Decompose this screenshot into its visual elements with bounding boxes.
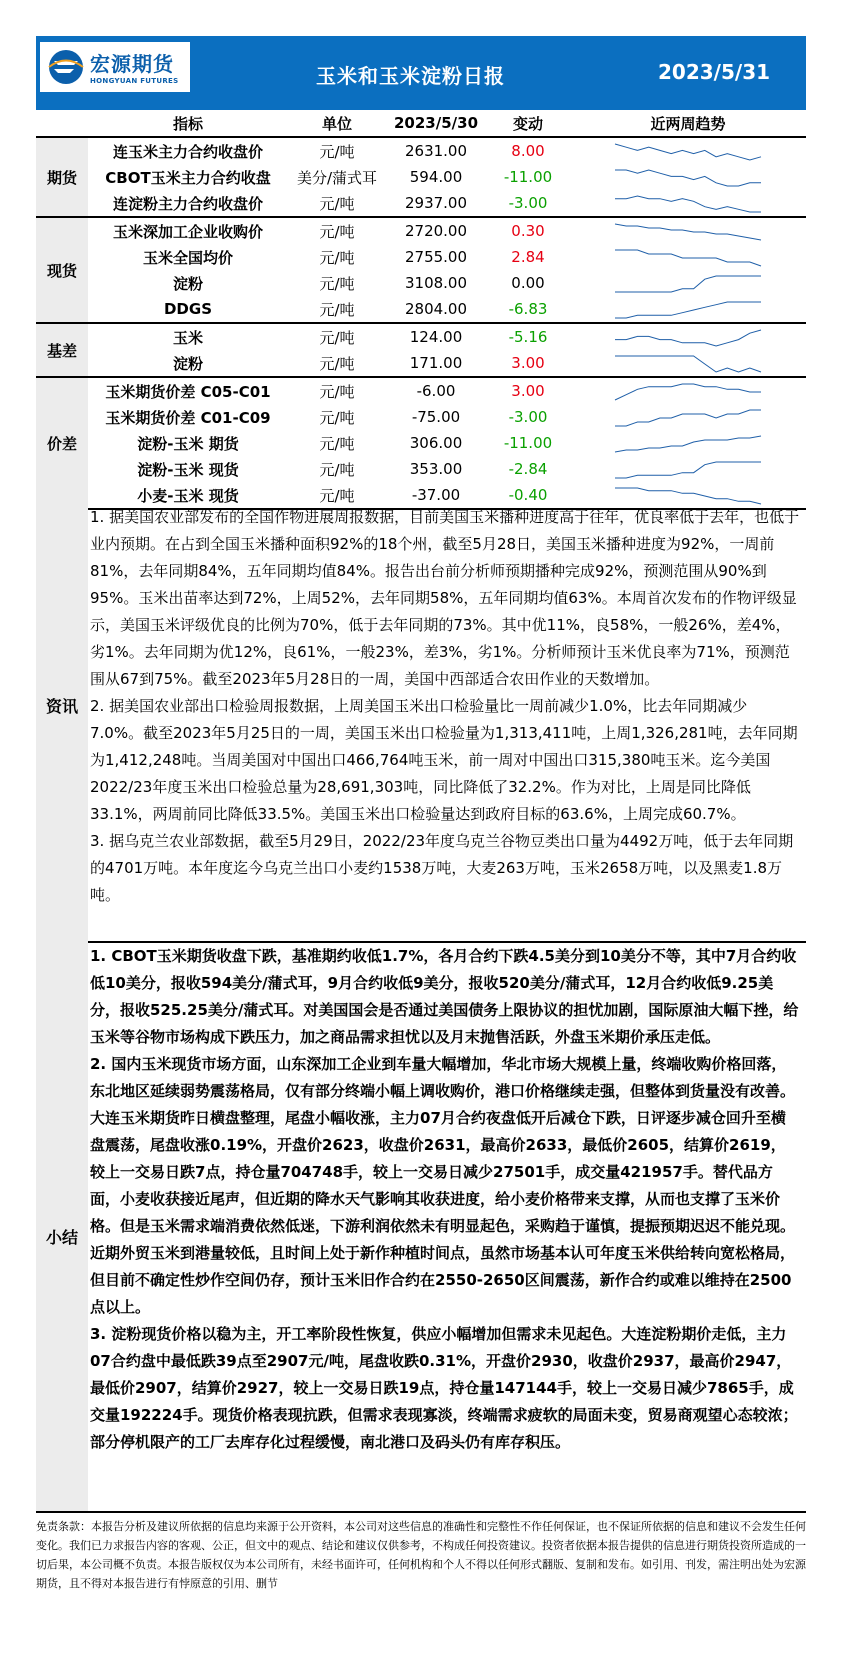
change-cell: -3.00 [486, 190, 570, 217]
table-row [36, 164, 806, 190]
summary-paragraph-1: 1. CBOT玉米期货收盘下跌，基准期约收低1.7%，各月合约下跌4.5美分到10美分不等，其中7月合约收低10美分，报收594美分/蒲式耳，9月合约收低9美分，报收520美分/蒲式耳，12月合约收低9.25美分，报收525.25美分/蒲式耳。对美国国会是否通过美国债务上限协议的担忧加剧，国际原油大幅下挫，给玉米等谷物市场构成下跌压力，加之商品需求担忧以及月末抛售活跃，外盘玉米期价承压走低。 [90, 947, 799, 1046]
change-cell: 3.00 [511, 382, 545, 400]
sparkline-line [615, 356, 761, 372]
value-cell: 2755.00 [404, 248, 468, 266]
news-body [90, 504, 800, 909]
change-cell: 3.00 [486, 350, 570, 377]
logo-text-en: HONGYUAN FUTURES [90, 77, 179, 85]
trend-sparkline [570, 244, 806, 270]
sparkline-line [615, 196, 761, 212]
unit-cell: 元/吨 [319, 408, 355, 427]
table-row [36, 137, 806, 164]
sparkline-chart [613, 327, 763, 349]
sparkline-chart [613, 433, 763, 455]
table-row [36, 377, 806, 404]
trend-sparkline [570, 164, 806, 190]
table-body [36, 137, 806, 509]
indicator-name: 淀粉 [88, 350, 288, 377]
sparkline-chart [613, 193, 763, 215]
change-cell: -11.00 [503, 434, 553, 452]
value-cell: 124.00 [409, 328, 463, 346]
value-cell: 3108.00 [404, 274, 468, 292]
sparkline-chart [613, 141, 763, 163]
group-label: 价差 [36, 377, 88, 509]
value-cell: 306.00 [409, 434, 463, 452]
trend-sparkline [570, 377, 806, 404]
value-cell: 353.00 [409, 460, 463, 478]
table-row [36, 270, 806, 296]
table-row [36, 323, 806, 350]
sparkline-chart [613, 221, 763, 243]
table-row [36, 244, 806, 270]
indicator-name: 玉米期货价差 C01-C09 [105, 408, 271, 427]
sparkline-line [615, 410, 761, 426]
sparkline-line [615, 224, 761, 240]
sparkline-line [615, 302, 761, 318]
summary-body [90, 943, 800, 1456]
company-logo [40, 42, 190, 92]
trend-sparkline [570, 323, 806, 350]
logo-mark-icon [46, 48, 86, 86]
change-cell: -6.83 [486, 296, 570, 323]
value-cell: -6.00 [416, 382, 456, 400]
sparkline-line [615, 330, 761, 346]
unit-cell: 元/吨 [319, 142, 355, 161]
indicator-name: 小麦-玉米 现货 [88, 482, 288, 509]
group-label: 现货 [36, 217, 88, 323]
trend-sparkline [570, 270, 806, 296]
trend-sparkline [570, 404, 806, 430]
col-header-date: 2023/5/30 [386, 110, 486, 137]
report-title: 玉米和玉米淀粉日报 [316, 64, 505, 88]
unit-cell: 美分/蒲式耳 [296, 168, 378, 187]
summary-label-cell [36, 941, 88, 1511]
unit-cell: 元/吨 [319, 460, 355, 479]
table-header-row [36, 110, 806, 137]
sparkline-line [615, 276, 761, 292]
value-cell: 594.00 [409, 168, 463, 186]
indicator-name: CBOT玉米主力合约收盘 [105, 168, 271, 187]
sparkline-chart [613, 299, 763, 321]
sparkline-chart [613, 381, 763, 403]
col-header-unit: 单位 [288, 110, 386, 137]
sparkline-line [615, 144, 761, 160]
value-cell: 2804.00 [386, 296, 486, 323]
indicator-name: DDGS [88, 296, 288, 323]
news-label: 资讯 [45, 697, 78, 716]
table-row [36, 350, 806, 377]
col-header-change: 变动 [486, 110, 570, 137]
sparkline-chart [613, 273, 763, 295]
change-cell: 0.30 [511, 222, 545, 240]
summary-paragraph-2: 2. 国内玉米现货市场方面，山东深加工企业到车量大幅增加，华北市场大规模上量，终端收购价格回落，东北地区延续弱势震荡格局，仅有部分终端小幅上调收购价，港口价格继续走强，但整体到货量没有改善。大连玉米期货昨日横盘整理，尾盘小幅收涨，主力07月合约夜盘低开后减仓下跌，日评逐步减仓回升至横盘震荡，尾盘收涨0.19%，开盘价2623，收盘价2631，最高价2633，最低价2605，结算价2619，较上一交易日跌7点，持仓量704748手，较上一交易日减少27501手，成交量421957手。替代品方面，小麦收获接近尾声，但近期的降水天气影响其收获进度，给小麦价格带来支撑，从而也支撑了玉米价格。但是玉米需求端消费依然低迷，下游利润依然未有明显起色，采购趋于谨慎，提振预期迟迟不能兑现。近期外贸玉米到港量较低，且时间上处于新作种植时间点，虽然市场基本认可年度玉米供给转向宽松格局，但目前不确定性炒作空间仍存，预计玉米旧作合约在2550-2650区间震荡，新作合约或难以维持在2500点以上。 [90, 1055, 796, 1316]
unit-cell: 元/吨 [319, 222, 355, 241]
indicator-table [36, 110, 806, 510]
logo-text-cn: 宏源期货 [90, 52, 174, 76]
change-cell: -2.84 [508, 460, 548, 478]
table-row [36, 430, 806, 456]
news-label-cell [36, 472, 88, 941]
trend-sparkline [570, 350, 806, 377]
indicator-name: 淀粉-玉米 期货 [137, 434, 239, 453]
sparkline-chart [613, 353, 763, 375]
news-paragraph-1: 1. 据美国农业部发布的全国作物进展周报数据，目前美国玉米播种进度高于往年，优良率低于去年，也低于业内预期。在占到全国玉米播种面积92%的18个州，截至5月28日，美国玉米播种进度为92%，一周前81%，去年同期84%，五年同期均值84%。报告出台前分析师预期播种完成92%，预测范围从90%到95%。玉米出苗率达到72%，上周52%，去年同期58%，五年同期均值63%。本周首次发布的作物评级显示，美国玉米评级优良的比例为70%，低于去年同期的73%。其中优11%，良58%，一般26%，差4%，劣1%。去年同期为优12%，良61%，一般23%，差3%，劣1%。分析师预计玉米优良率为71%，预测范围从67到75%。截至2023年5月28日的一周，美国中西部适合农田作业的天数增加。 [90, 508, 800, 688]
report-date: 2023/5/31 [658, 60, 771, 84]
sparkline-chart [613, 247, 763, 269]
sparkline-chart [613, 167, 763, 189]
unit-cell: 元/吨 [288, 350, 386, 377]
unit-cell: 元/吨 [319, 328, 355, 347]
indicator-name: 淀粉 [172, 274, 203, 293]
unit-cell: 元/吨 [288, 296, 386, 323]
sparkline-line [615, 384, 761, 400]
unit-cell: 元/吨 [288, 190, 386, 217]
disclaimer-text: 免责条款：本报告分析及建议所依据的信息均来源于公开资料，本公司对这些信息的准确性和完整性不作任何保证，也不保证所依据的信息和建议不会发生任何变化。我们已力求报告内容的客观、公正，但文中的观点、结论和建议仅供参考，不构成任何投资建议。投资者依据本报告提供的信息进行期货投资所造成的一切后果，本公司概不负责。本报告版权仅为本公司所有，未经书面许可，任何机构和个人不得以任何形式翻版、复制和发布。如引用、刊发，需注明出处为宏源期货，且不得对本报告进行有悖原意的引用、删节 [36, 1520, 806, 1590]
unit-cell: 元/吨 [319, 274, 355, 293]
news-section [36, 472, 806, 943]
indicator-name: 玉米深加工企业收购价 [112, 222, 263, 241]
change-cell: -3.00 [508, 408, 548, 426]
sparkline-line [615, 170, 761, 186]
news-paragraph-3: 3. 据乌克兰农业部数据，截至5月29日，2022/23年度乌克兰谷物豆类出口量为4492万吨，低于去年同期的4701万吨。本年度迄今乌克兰出口小麦约1538万吨，大麦263万吨，玉米2658万吨，以及黑麦1.8万吨。 [90, 832, 794, 904]
indicator-name: 淀粉-玉米 现货 [137, 460, 239, 479]
indicator-name: 连玉米主力合约收盘价 [112, 142, 263, 161]
table-row [36, 296, 806, 323]
unit-cell: 元/吨 [288, 482, 386, 509]
table-row [36, 404, 806, 430]
trend-sparkline [570, 190, 806, 217]
trend-sparkline [570, 137, 806, 164]
value-cell: 2720.00 [404, 222, 468, 240]
report-header [36, 36, 806, 110]
indicator-name: 玉米 [172, 328, 203, 347]
trend-sparkline [570, 430, 806, 456]
table-row [36, 217, 806, 244]
indicator-name: 连淀粉主力合约收盘价 [88, 190, 288, 217]
group-label: 期货 [36, 137, 88, 217]
summary-label: 小结 [45, 1228, 78, 1247]
news-paragraph-2: 2. 据美国农业部出口检验周报数据，上周美国玉米出口检验量比一周前减少1.0%，比去年同期减少7.0%。截至2023年5月25日的一周，美国玉米出口检验量为1,313,411吨，上周1,326,281吨，去年同期为1,412,248吨。当周美国对中国出口466,764吨玉米，前一周对中国出口315,380吨玉米。迄今美国2022/23年度玉米出口检验总量为28,691,303吨，同比降低了32.2%。作为对比，上周是同比降低33.1%，两周前同比降低33.5%。美国玉米出口检验量达到政府目标的63.6%，上周完成60.7%。 [90, 697, 798, 823]
sparkline-line [615, 250, 761, 266]
trend-sparkline [570, 296, 806, 323]
summary-paragraph-3: 3. 淀粉现货价格以稳为主，开工率阶段性恢复，供应小幅增加但需求未见起色。大连淀粉期价走低，主力07合约盘中最低跌39点至2907元/吨，尾盘收跌0.31%，开盘价2930，收盘价2937，最高价2947，最低价2907，结算价2927，较上一交易日跌19点，持仓量147144手，较上一交易日减少7865手，成交量192224手。现货价格表现抗跌，但需求表现寡淡，终端需求疲软的局面未变，贸易商观望心态较浓；部分停机限产的工厂去库存化过程缓慢，南北港口及码头仍有库存积压。 [90, 1325, 798, 1451]
indicator-name: 玉米全国均价 [142, 248, 233, 267]
unit-cell: 元/吨 [319, 434, 355, 453]
value-cell: 171.00 [386, 350, 486, 377]
value-cell: 2937.00 [386, 190, 486, 217]
change-cell: 2.84 [511, 248, 545, 266]
change-cell: 8.00 [511, 142, 545, 160]
group-label: 基差 [36, 323, 88, 377]
change-cell: 0.00 [511, 274, 545, 292]
change-cell: -11.00 [503, 168, 553, 186]
value-cell: -37.00 [386, 482, 486, 509]
col-header-trend: 近两周趋势 [570, 110, 806, 137]
unit-cell: 元/吨 [319, 382, 355, 401]
change-cell: -5.16 [508, 328, 548, 346]
summary-section [36, 941, 806, 1513]
change-cell: -0.40 [486, 482, 570, 509]
col-header-indicator: 指标 [88, 110, 288, 137]
indicator-name: 玉米期货价差 C05-C01 [105, 382, 271, 401]
sparkline-line [615, 436, 761, 452]
value-cell: -75.00 [411, 408, 461, 426]
header-blank [36, 110, 88, 137]
table-row [36, 190, 806, 217]
unit-cell: 元/吨 [319, 248, 355, 267]
sparkline-chart [613, 407, 763, 429]
trend-sparkline [570, 217, 806, 244]
value-cell: 2631.00 [404, 142, 468, 160]
